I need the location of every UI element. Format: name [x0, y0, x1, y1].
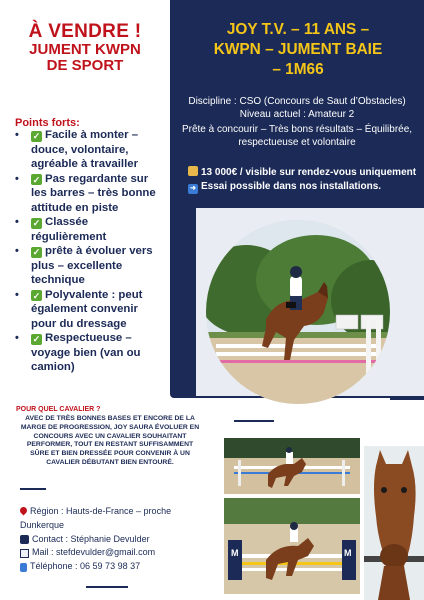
- mail-line: [20, 546, 210, 560]
- region-line: [20, 505, 210, 533]
- person-line: [20, 533, 210, 547]
- check-icon: ✓: [32, 290, 41, 301]
- headline-line-1: À VENDRE !: [28, 21, 142, 42]
- check-icon: ✓: [32, 247, 41, 257]
- list-item: • ✓ Polyvalente : peut également convenir pour du dressage: [15, 288, 143, 330]
- list-item: • ✓ prête à évoluer vers plus – excellente technique: [15, 245, 153, 286]
- region-text: Région : Hauts-de-France – proche Dunkerque: [20, 506, 172, 530]
- ready-text: Prête à concourir – Très bons résultats – Équilibrée, respectueuse et volontaire: [181, 124, 413, 148]
- horse-title: [178, 20, 418, 80]
- cavalier-text: AVEC DE TRÈS BONNES BASES ET ENCORE DE LA MARGE DE PROGRESSION, JOY SAURA ÉVOLUER EN CONCOURS AVEC UN CAVALIER SOUHAITANT PERFORMER, TOUT EN RESTANT SUFFISAMMENT SÛRE ET BIEN DRESSÉE POUR CONVENIR À UN CAVALIER DÉBUTANT BIEN ENTOURÉ.: [20, 415, 200, 466]
- divider-dash: [86, 586, 128, 588]
- phone-line: [20, 560, 210, 574]
- horse-title-line-3: – 1M66: [272, 61, 324, 78]
- jumping-photo: [206, 220, 390, 404]
- horse-head-illustration: [364, 446, 424, 600]
- photo-jump-2: [224, 498, 360, 594]
- mobile-icon: [20, 563, 27, 572]
- check-icon: ✓: [32, 218, 41, 228]
- horse-details: [172, 96, 422, 149]
- list-item: • ✓ Classée régulièrement: [15, 216, 107, 243]
- person-text: Contact : Stéphanie Devulder: [32, 533, 150, 544]
- mail-icon: [20, 549, 29, 558]
- list-item: • ✓ Respectueuse – voyage bien (van ou camion): [15, 332, 141, 373]
- essai-text: Essai possible dans nos installations.: [201, 181, 382, 192]
- check-icon: ✓: [32, 174, 41, 185]
- svg-text:M: M: [231, 548, 239, 558]
- svg-text:M: M: [344, 548, 352, 558]
- price-line: [188, 166, 420, 180]
- offer-block: [188, 166, 420, 194]
- photo-jump-1: [224, 438, 360, 494]
- contact-block: [20, 505, 210, 574]
- headline-line-3: DE SPORT: [46, 57, 124, 74]
- divider-dash: [234, 420, 274, 422]
- arrow-right-icon: ➜: [188, 184, 198, 194]
- mail-text[interactable]: Mail : stefdevulder@gmail.com: [32, 547, 156, 558]
- sale-headline: [6, 22, 164, 74]
- price-text: 13 000€ / visible sur rendez-vous uniquement: [201, 167, 417, 178]
- photo-jump-1-illustration: [224, 438, 360, 494]
- points-title: Points forts:: [15, 117, 80, 129]
- pin-icon: [19, 506, 29, 516]
- points-list: [15, 128, 165, 375]
- photo-jump-2-illustration: [224, 498, 360, 594]
- horse-title-line-1: JOY T.V. – 11 ANS –: [226, 21, 370, 38]
- discipline-text: Discipline : CSO (Concours de Saut d’Obstacles): [188, 96, 406, 107]
- phone-icon: [20, 535, 29, 544]
- check-icon: ✓: [32, 131, 41, 141]
- horse-title-line-2: KWPN – JUMENT BAIE: [213, 41, 383, 58]
- money-bag-icon: [188, 166, 198, 176]
- jumping-horse-illustration: [206, 220, 390, 404]
- divider-dash: [20, 488, 46, 490]
- list-item: • ✓ Pas regardante sur les barres – très bonne attitude en piste: [15, 172, 156, 214]
- cavalier-title: POUR QUEL CAVALIER ?: [16, 406, 101, 413]
- horse-head-photo: [364, 446, 424, 600]
- phone-text[interactable]: Téléphone : 06 59 73 98 37: [30, 561, 141, 572]
- headline-line-2: JUMENT KWPN: [29, 41, 141, 58]
- level-text: Niveau actuel : Amateur 2: [239, 108, 355, 120]
- essai-line: [188, 180, 420, 194]
- list-item: • ✓ Facile à monter – douce, volontaire, agréable à travailler: [15, 129, 139, 170]
- check-icon: ✓: [32, 334, 41, 344]
